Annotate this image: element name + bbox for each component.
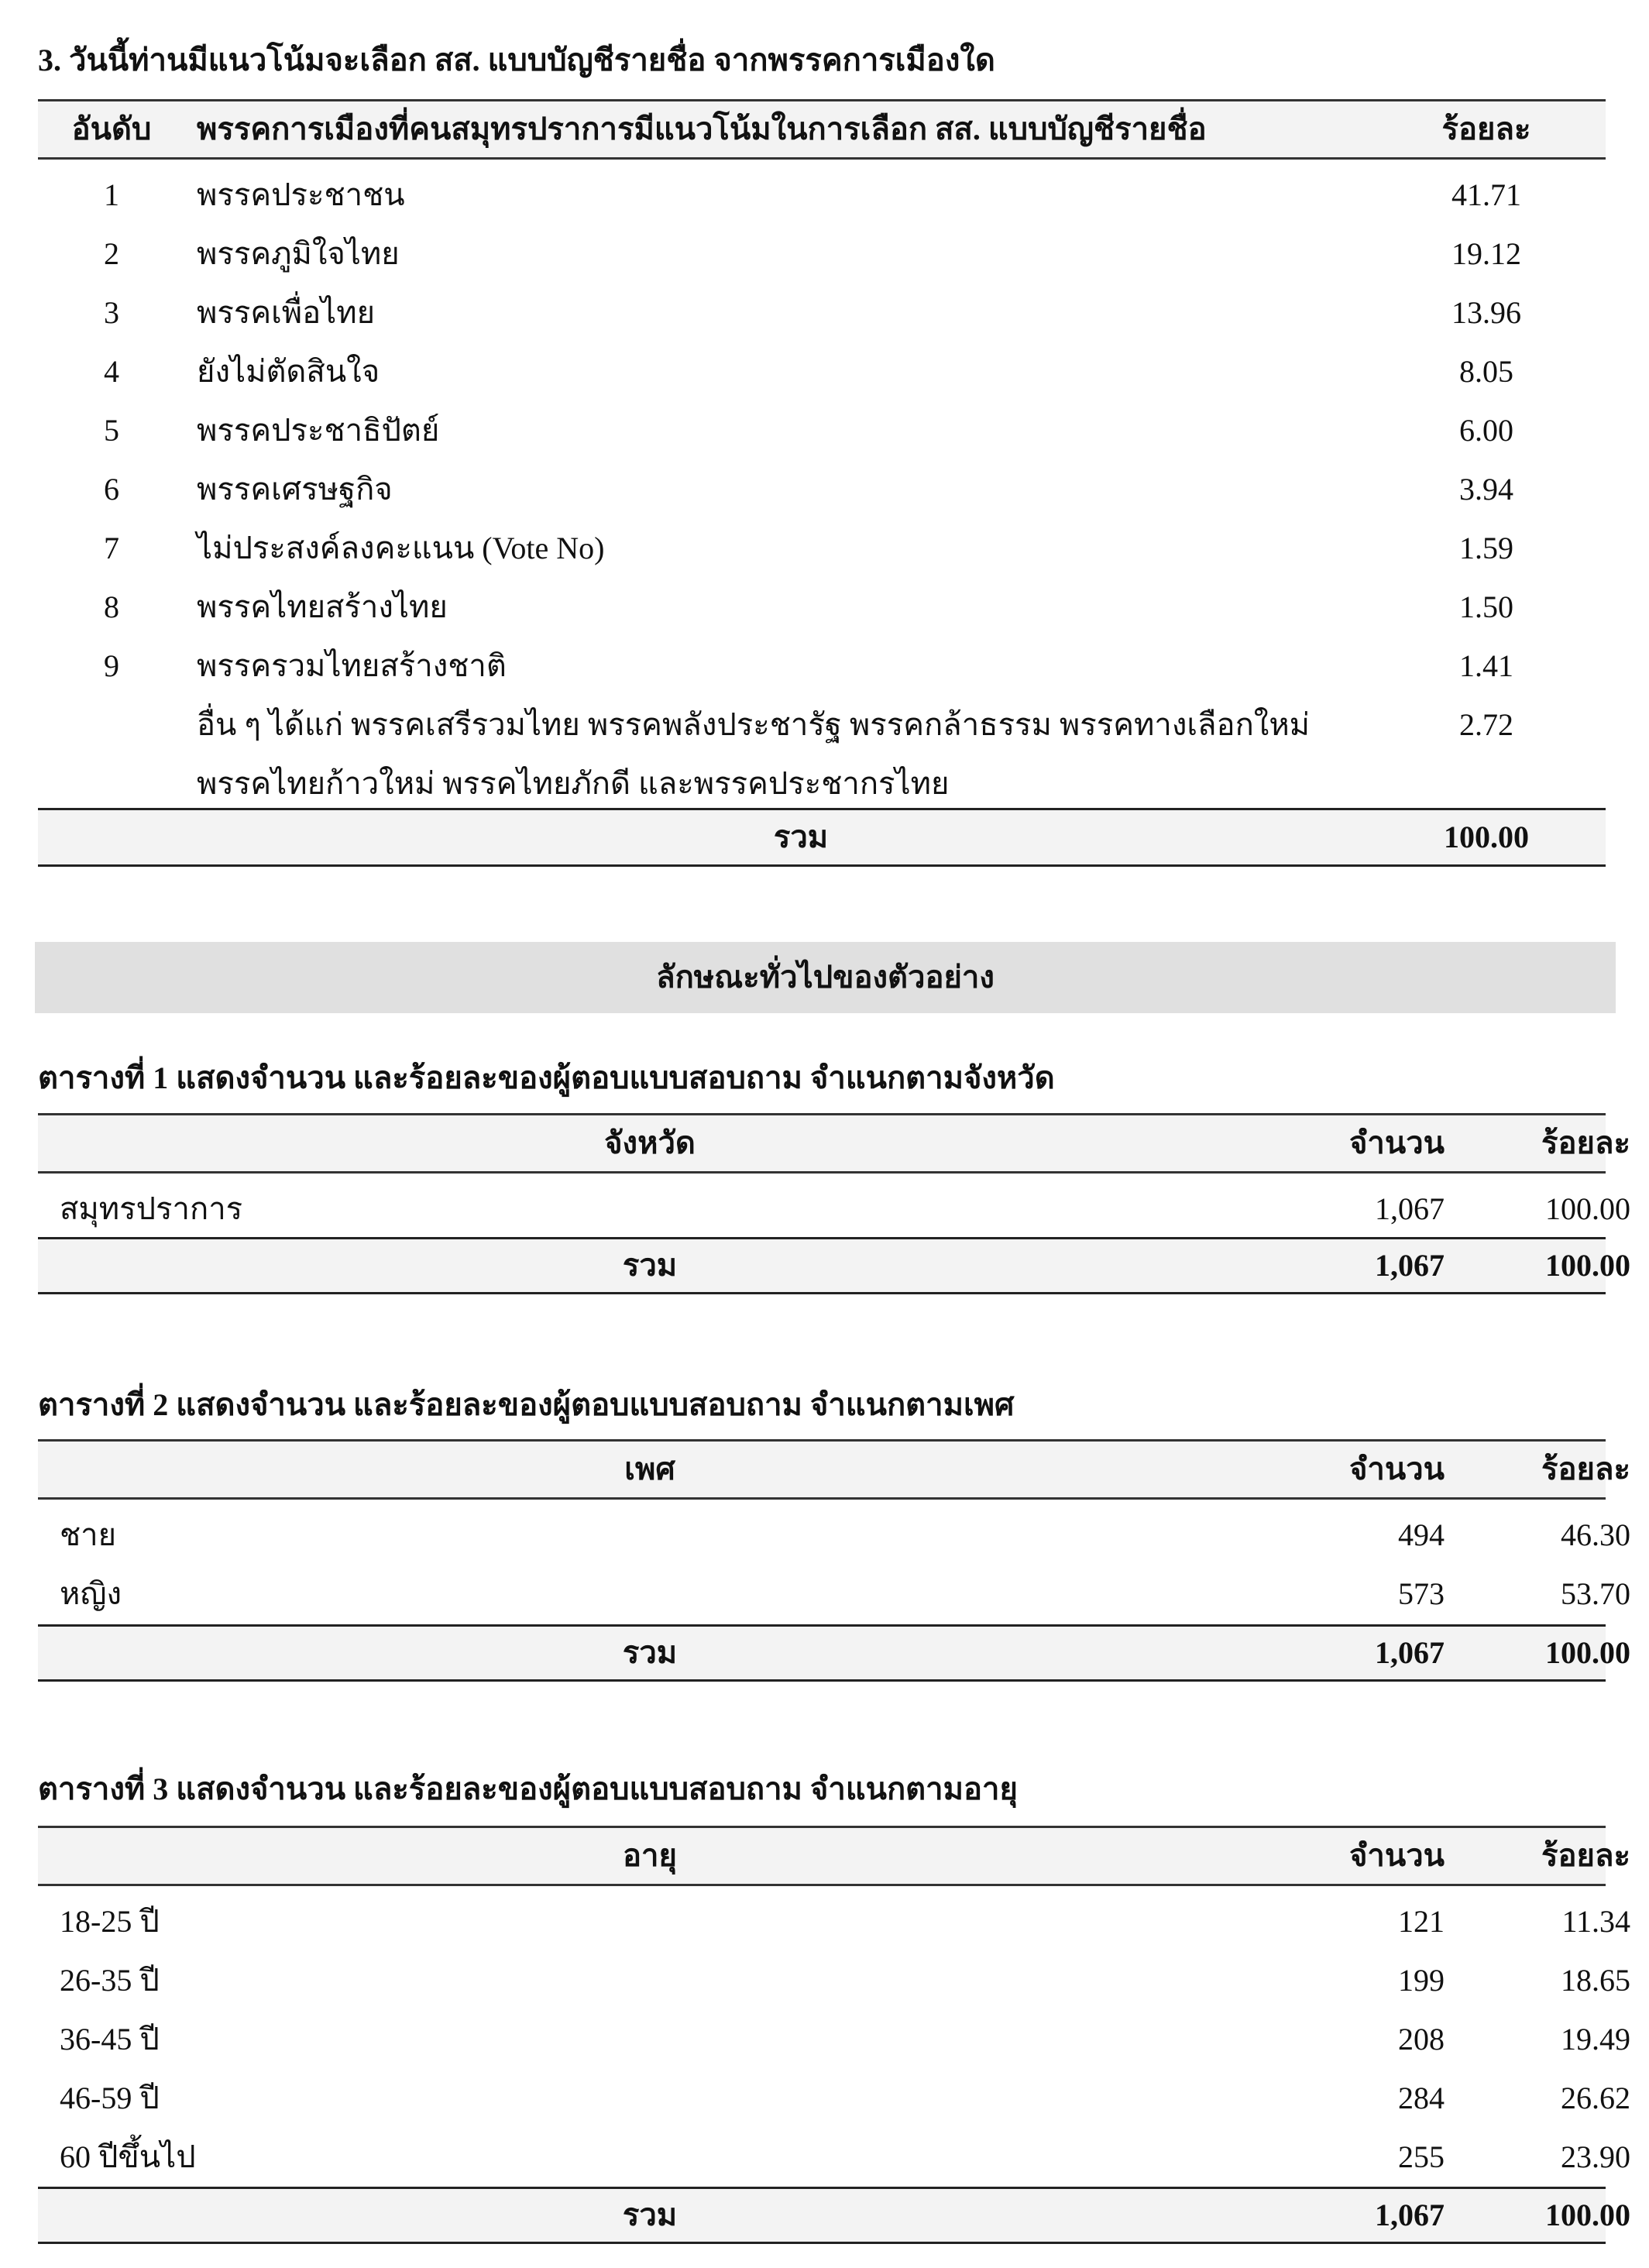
row-percent: 100.00: [1545, 1191, 1630, 1226]
row-label: 36-45 ปี: [60, 2022, 160, 2057]
percent: 1.59: [1459, 531, 1513, 565]
header-label: อายุ: [623, 1838, 677, 1873]
table-row: [38, 342, 1606, 401]
header-count: จำนวน: [1348, 1838, 1445, 1873]
party-name: พรรคเศรษฐกิจ: [197, 472, 393, 507]
party-name: พรรคประชาธิปัตย์: [197, 413, 440, 448]
others-line-1: อื่น ๆ ได้แก่ พรรคเสรีรวมไทย พรรคพลังประชารัฐ พรรคกล้าธรรม พรรคทางเลือกใหม่: [197, 707, 1311, 742]
age-table: [38, 1826, 1630, 2252]
table-row: [38, 1180, 1630, 1239]
total-label: รวม: [622, 1248, 678, 1283]
total-label: รวม: [622, 2198, 678, 2232]
table-header: [38, 99, 1606, 160]
row-label: 60 ปีขึ้นไป: [60, 2139, 196, 2174]
total-row: [38, 808, 1606, 867]
row-count: 199: [1398, 1963, 1445, 1998]
table-row-others: [38, 696, 1606, 812]
percent: 19.12: [1451, 236, 1521, 271]
table-row: [38, 2010, 1630, 2069]
table2-caption: ตารางที่ 2 แสดงจำนวน และร้อยละของผู้ตอบแบบสอบถาม จำแนกตามเพศ: [38, 1387, 1015, 1422]
percent: 8.05: [1459, 354, 1513, 389]
row-label: 46-59 ปี: [60, 2081, 160, 2115]
party-name: พรรคภูมิใจไทย: [197, 236, 400, 271]
total-percent: 100.00: [1444, 820, 1529, 854]
total-row: [38, 2187, 1630, 2244]
table-header: [38, 1113, 1630, 1174]
header-percent: ร้อยละ: [1541, 1125, 1630, 1160]
row-percent: 18.65: [1561, 1963, 1630, 1998]
total-label: รวม: [622, 1635, 678, 1670]
table-header: [38, 1826, 1630, 1886]
row-count: 573: [1398, 1576, 1445, 1611]
row-percent: 26.62: [1561, 2081, 1630, 2115]
table-row: [38, 1951, 1630, 2010]
rank: 9: [104, 648, 119, 683]
header-percent: ร้อยละ: [1441, 112, 1531, 146]
section-heading: ลักษณะทั่วไปของตัวอย่าง: [35, 942, 1616, 1013]
row-percent: 23.90: [1561, 2139, 1630, 2174]
total-count: 1,067: [1375, 1248, 1445, 1283]
party-name: ไม่ประสงค์ลงคะแนน (Vote No): [197, 531, 605, 565]
table-row: [38, 2128, 1630, 2187]
question-title: 3. วันนี้ท่านมีแนวโน้มจะเลือก สส. แบบบัญชีรายชื่อ จากพรรคการเมืองใด: [38, 43, 995, 77]
table-row: [38, 401, 1606, 460]
gender-table: [38, 1439, 1630, 1687]
table-row: [38, 1506, 1630, 1565]
percent: 6.00: [1459, 413, 1513, 448]
header-percent: ร้อยละ: [1541, 1838, 1630, 1873]
row-percent: 46.30: [1561, 1517, 1630, 1552]
rank: 3: [104, 295, 119, 330]
total-count: 1,067: [1375, 1635, 1445, 1670]
province-table: [38, 1113, 1630, 1299]
row-count: 1,067: [1375, 1191, 1445, 1226]
row-label: หญิง: [60, 1576, 122, 1611]
table-row: [38, 166, 1606, 225]
row-label: ชาย: [60, 1517, 117, 1552]
header-label: เพศ: [624, 1452, 675, 1486]
party-name: พรรคเพื่อไทย: [197, 295, 376, 330]
row-percent: 19.49: [1561, 2022, 1630, 2057]
header-rank: อันดับ: [71, 112, 152, 146]
table-row: [38, 578, 1606, 637]
percent: 1.50: [1459, 589, 1513, 624]
row-percent: 53.70: [1561, 1576, 1630, 1611]
party-name: พรรครวมไทยสร้างชาติ: [197, 648, 507, 683]
table-row: [38, 2069, 1630, 2128]
header-count: จำนวน: [1348, 1125, 1445, 1160]
row-count: 255: [1398, 2139, 1445, 2174]
others-line-2: พรรคไทยก้าวใหม่ พรรคไทยภักดี และพรรคประชากรไทย: [197, 766, 950, 801]
row-percent: 11.34: [1561, 1904, 1630, 1939]
total-label: รวม: [773, 820, 829, 854]
total-count: 1,067: [1375, 2198, 1445, 2232]
total-row: [38, 1237, 1630, 1294]
header-percent: ร้อยละ: [1541, 1452, 1630, 1486]
header-count: จำนวน: [1348, 1452, 1445, 1486]
rank: 1: [104, 177, 119, 212]
table-row: [38, 1565, 1630, 1624]
total-percent: 100.00: [1545, 1635, 1630, 1670]
table1-caption: ตารางที่ 1 แสดงจำนวน และร้อยละของผู้ตอบแบบสอบถาม จำแนกตามจังหวัด: [38, 1060, 1055, 1095]
party-name: พรรคประชาชน: [197, 177, 405, 212]
rank: 6: [104, 472, 119, 507]
percent: 13.96: [1451, 295, 1521, 330]
total-percent: 100.00: [1545, 2198, 1630, 2232]
total-row: [38, 1624, 1630, 1682]
table-row: [38, 1892, 1630, 1951]
party-name: พรรคไทยสร้างไทย: [197, 589, 448, 624]
rank: 2: [104, 236, 119, 271]
total-percent: 100.00: [1545, 1248, 1630, 1283]
table-row: [38, 284, 1606, 342]
row-count: 284: [1398, 2081, 1445, 2115]
party-preference-table: [38, 99, 1606, 868]
row-label: 26-35 ปี: [60, 1963, 160, 1998]
rank: 4: [104, 354, 119, 389]
row-count: 494: [1398, 1517, 1445, 1552]
table-row: [38, 637, 1606, 696]
percent: 3.94: [1459, 472, 1513, 507]
header-party: พรรคการเมืองที่คนสมุทรปราการมีแนวโน้มในการเลือก สส. แบบบัญชีรายชื่อ: [197, 112, 1207, 146]
table-header: [38, 1439, 1630, 1500]
percent: 1.41: [1459, 648, 1513, 683]
rank: 5: [104, 413, 119, 448]
party-name: ยังไม่ตัดสินใจ: [197, 354, 380, 389]
header-label: จังหวัด: [604, 1125, 696, 1160]
table-row: [38, 519, 1606, 578]
rank: 7: [104, 531, 119, 565]
rank: 8: [104, 589, 119, 624]
percent: 2.72: [1459, 707, 1513, 742]
row-count: 208: [1398, 2022, 1445, 2057]
table3-caption: ตารางที่ 3 แสดงจำนวน และร้อยละของผู้ตอบแบบสอบถาม จำแนกตามอายุ: [38, 1771, 1018, 1806]
row-count: 121: [1398, 1904, 1445, 1939]
table-row: [38, 460, 1606, 519]
row-label: สมุทรปราการ: [60, 1191, 243, 1226]
row-label: 18-25 ปี: [60, 1904, 160, 1939]
percent: 41.71: [1451, 177, 1521, 212]
table-row: [38, 225, 1606, 284]
